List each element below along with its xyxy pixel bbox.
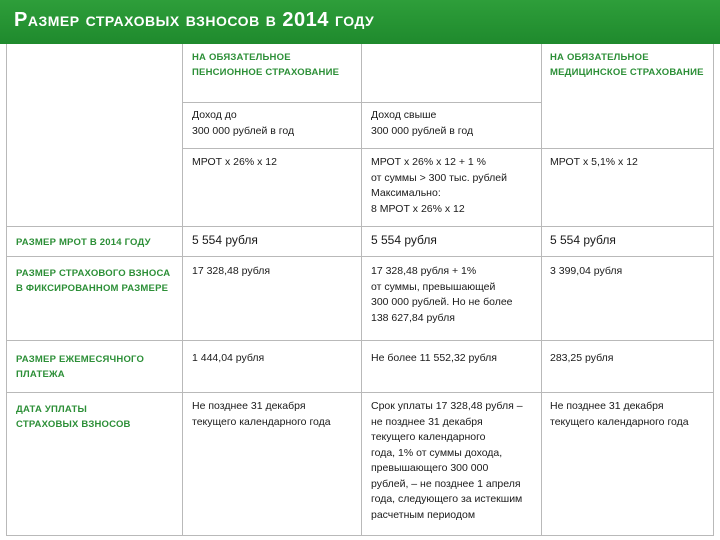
contributions-table — [6, 44, 714, 536]
header-divider — [182, 102, 541, 103]
fixed-below: 17 328,48 рубля — [192, 265, 271, 277]
row-divider-3 — [6, 340, 714, 341]
formula-below: МРОТ х 26% х 12 — [192, 156, 277, 168]
mrot-above: 5 554 рубля — [371, 233, 437, 247]
income-below-header: Доход до 300 000 рублей в год — [192, 109, 295, 137]
fixed-medical: 3 399,04 рубля — [550, 265, 623, 277]
due-date-below: Не позднее 31 декабря текущего календарного года — [192, 400, 331, 428]
table-border-bottom — [6, 535, 714, 536]
row-label-due-date: ДАТА УПЛАТЫ СТРАХОВЫХ ВЗНОСОВ — [16, 404, 131, 430]
pension-column-header: НА ОБЯЗАТЕЛЬНОЕ ПЕНСИОННОЕ СТРАХОВАНИЕ — [192, 52, 340, 78]
row-divider-1 — [6, 226, 714, 227]
row-label-monthly: РАЗМЕР ЕЖЕМЕСЯЧНОГО ПЛАТЕЖА — [16, 354, 145, 380]
mrot-below: 5 554 рубля — [192, 233, 258, 247]
row-label-mrot: РАЗМЕР МРОТ В 2014 ГОДУ — [16, 237, 151, 248]
due-date-medical: Не позднее 31 декабря текущего календарного года — [550, 400, 689, 428]
monthly-above: Не более 11 552,32 рубля — [371, 352, 497, 364]
fixed-above: 17 328,48 рубля + 1% от суммы, превышающей 300 000 рублей. Но не более 138 627,84 рубля — [371, 265, 513, 324]
row-divider-4 — [6, 392, 714, 393]
row-divider-2 — [6, 256, 714, 257]
table-border-right — [713, 44, 714, 536]
page-title: Размер страховых взносов в 2014 году — [14, 9, 375, 31]
column-divider-2 — [361, 44, 362, 536]
medical-column-header: НА ОБЯЗАТЕЛЬНОЕ МЕДИЦИНСКОЕ СТРАХОВАНИЕ — [550, 52, 704, 78]
column-divider-3 — [541, 44, 542, 536]
due-date-above: Срок уплаты 17 328,48 рубля – не позднее 31 декабря текущего календарного года, 1% от суммы дохода, превышающего 300 000 рублей, – не позднее 1 апреля года, следующего за истекшим расчетным периодом — [371, 400, 523, 521]
formula-medical: МРОТ х 5,1% х 12 — [550, 156, 638, 168]
monthly-below: 1 444,04 рубля — [192, 352, 265, 364]
row-label-fixed: РАЗМЕР СТРАХОВОГО ВЗНОСА В ФИКСИРОВАННОМ РАЗМЕРЕ — [16, 268, 171, 294]
title-banner — [0, 0, 720, 44]
mrot-medical: 5 554 рубля — [550, 233, 616, 247]
formula-above: МРОТ х 26% х 12 + 1 % от суммы > 300 тыс. рублей Максимально: 8 МРОТ х 26% х 12 — [371, 156, 508, 215]
column-divider-1 — [182, 44, 183, 536]
row-divider-sub — [182, 148, 714, 149]
monthly-medical: 283,25 рубля — [550, 352, 614, 364]
table-border-left — [6, 44, 7, 536]
income-above-header: Доход свыше 300 000 рублей в год — [371, 109, 474, 137]
